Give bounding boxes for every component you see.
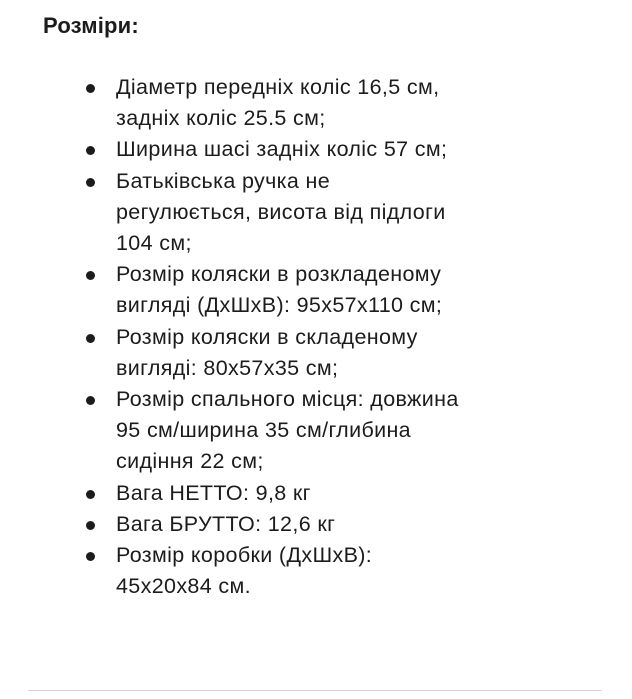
bullet-icon (86, 552, 95, 561)
list-item (86, 166, 556, 260)
bullet-icon (86, 396, 95, 405)
list-item-text: сидіння 22 см; (116, 449, 264, 474)
list-item-text: Ширина шасі задніх коліс 57 см; (116, 137, 448, 162)
section-divider (28, 690, 602, 691)
list-item (86, 540, 556, 602)
list-item (86, 384, 556, 478)
list-item-text: вигляді: 80х57х35 см; (116, 355, 339, 380)
bullet-icon (86, 178, 95, 187)
dimensions-list (86, 72, 556, 602)
list-item-text: задніх коліс 25.5 см; (116, 106, 326, 131)
list-item-text: вигляді (ДхШхВ): 95х57х110 см; (116, 293, 443, 318)
list-item (86, 134, 556, 165)
bullet-icon (86, 271, 95, 280)
list-item-text: Розмір спального місця: довжина (116, 387, 459, 412)
section-title: Розміри: (43, 13, 139, 38)
list-item-text: 45х20х84 см. (116, 574, 251, 599)
list-item-text: Діаметр передніх коліс 16,5 см, (116, 75, 440, 99)
list-item-text: Розмір коляски в складеному (116, 324, 418, 349)
list-item (86, 322, 556, 384)
bullet-icon (86, 334, 95, 343)
list-item-text: Розмір коробки (ДхШхВ): (116, 543, 373, 568)
bullet-icon (86, 521, 95, 530)
list-item-text: Розмір коляски в розкладеному (116, 262, 442, 287)
list-item (86, 259, 556, 321)
list-item-text: 104 см; (116, 231, 192, 256)
list-item (86, 478, 556, 509)
list-item-text: Вага БРУТТО: 12,6 кг (116, 511, 336, 536)
list-item (86, 509, 556, 540)
bullet-icon (86, 146, 95, 155)
list-item-text: 95 см/ширина 35 см/глибина (116, 418, 411, 443)
bullet-icon (86, 84, 95, 93)
list-item-text: регулюється, висота від підлоги (116, 199, 446, 224)
list-item-text: Вага НЕТТО: 9,8 кг (116, 480, 311, 505)
list-item (86, 72, 556, 134)
list-item-text: Батьківська ручка не (116, 168, 331, 193)
bullet-icon (86, 490, 95, 499)
